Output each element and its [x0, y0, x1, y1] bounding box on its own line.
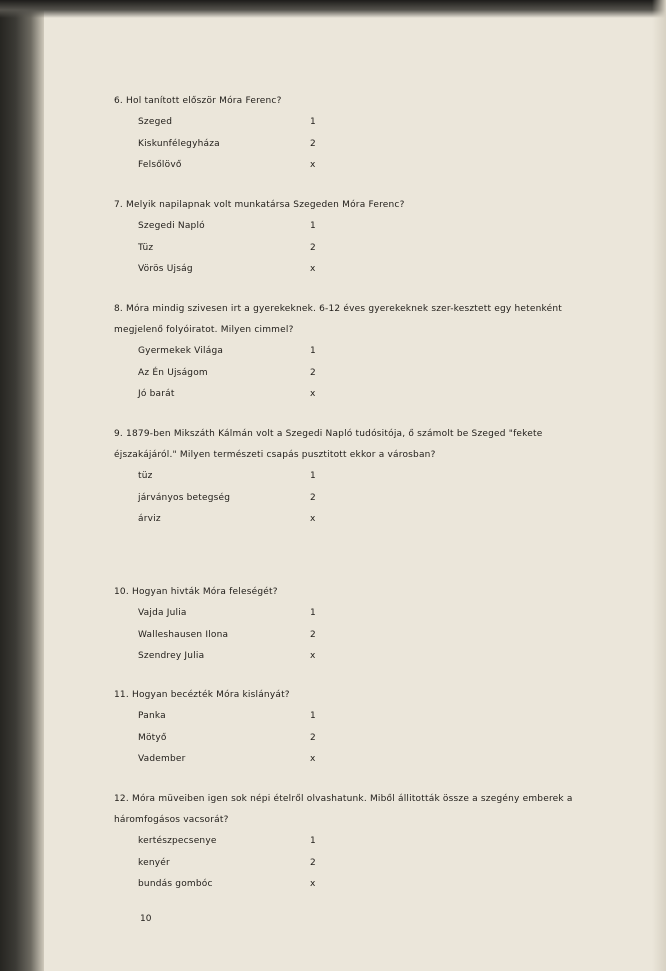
option-label: járványos betegség: [138, 492, 231, 503]
answer-option: [114, 466, 654, 488]
option-code: 1: [310, 346, 316, 356]
option-label: Szegedi Napló: [138, 221, 205, 231]
option-code: 1: [310, 608, 316, 618]
answer-option: [114, 646, 654, 668]
option-code: 2: [310, 857, 316, 868]
option-code: 2: [310, 138, 316, 149]
document-page: [44, 18, 652, 971]
question-7: [114, 195, 654, 281]
answer-option: [114, 625, 654, 647]
question-text: 12. Móra müveiben igen sok népi ételről olvashatunk. Miből állitották össze a szegény emberek a háromfogásos vacsorát?: [114, 794, 573, 825]
answer-option: [114, 112, 654, 134]
option-label: Jó barát: [138, 389, 175, 399]
question-text: 8. Móra mindig szivesen irt a gyerekeknek. 6-12 éves gyerekeknek szer-kesztett egy hetenként megjelenő folyóiratot. Milyen cimmel?: [114, 304, 562, 335]
answer-option: [114, 134, 654, 156]
option-label: Tüz: [138, 242, 154, 253]
option-label: Az Én Ujságom: [138, 367, 208, 378]
answer-option: [114, 706, 654, 728]
option-label: Szeged: [138, 117, 173, 127]
option-code: x: [310, 754, 316, 764]
option-label: Vörös Ujság: [138, 264, 193, 274]
answer-option: [114, 363, 654, 385]
option-code: 1: [310, 836, 316, 846]
answer-option: [114, 509, 654, 531]
option-code: x: [310, 389, 316, 399]
book-spine-shadow: [0, 0, 44, 971]
option-code: 2: [310, 242, 316, 253]
option-code: x: [310, 879, 316, 889]
option-label: Panka: [138, 711, 166, 721]
option-label: bundás gombóc: [138, 879, 213, 889]
option-label: Felsőlövő: [138, 160, 182, 170]
option-label: tüz: [138, 471, 153, 481]
answer-option: [114, 603, 654, 625]
option-code: 1: [310, 117, 316, 127]
answer-option: [114, 259, 654, 281]
question-text: 7. Melyik napilapnak volt munkatársa Szegeden Móra Ferenc?: [114, 200, 405, 210]
answer-option: [114, 749, 654, 771]
option-label: árviz: [138, 514, 161, 524]
question-text: 9. 1879-ben Mikszáth Kálmán volt a Szegedi Napló tudósitója, ő számolt be Szeged "fekete éjszakájáról." Milyen természeti csapás pusztitott ekkor a városban?: [114, 429, 543, 460]
question-11: [114, 685, 654, 771]
option-label: kertészpecsenye: [138, 836, 217, 846]
answer-option: [114, 853, 654, 875]
answer-option: [114, 341, 654, 363]
option-code: x: [310, 514, 316, 524]
option-label: Vajda Julia: [138, 608, 187, 618]
question-text: 10. Hogyan hivták Móra feleségét?: [114, 587, 278, 597]
right-page-edge: [652, 0, 666, 971]
question-12: [114, 789, 654, 896]
option-label: Walleshausen Ilona: [138, 629, 229, 640]
option-label: Gyermekek Világa: [138, 346, 224, 356]
option-code: 2: [310, 492, 316, 503]
option-code: x: [310, 651, 316, 661]
top-edge-shadow: [0, 0, 666, 18]
option-code: 2: [310, 732, 316, 743]
answer-option: [114, 384, 654, 406]
option-code: 1: [310, 711, 316, 721]
answer-option: [114, 216, 654, 238]
question-text: 11. Hogyan becézték Móra kislányát?: [114, 690, 290, 700]
option-code: 1: [310, 471, 316, 481]
answer-option: [114, 728, 654, 750]
option-label: Szendrey Julia: [138, 651, 205, 661]
option-label: Vadember: [138, 754, 186, 764]
option-code: x: [310, 264, 316, 274]
answer-option: [114, 831, 654, 853]
question-text: 6. Hol tanított először Móra Ferenc?: [114, 96, 282, 106]
option-code: 2: [310, 629, 316, 640]
answer-option: [114, 238, 654, 260]
answer-option: [114, 155, 654, 177]
question-10: [114, 582, 654, 668]
option-code: 2: [310, 367, 316, 378]
answer-option: [114, 488, 654, 510]
option-code: 1: [310, 221, 316, 231]
option-label: kenyér: [138, 857, 170, 868]
question-8: [114, 299, 654, 406]
option-label: Mötyő: [138, 732, 167, 743]
question-6: [114, 91, 654, 177]
answer-option: [114, 874, 654, 896]
option-code: x: [310, 160, 316, 170]
question-9: [114, 424, 654, 531]
option-label: Kiskunfélegyháza: [138, 138, 220, 149]
page-number: 10: [140, 914, 152, 924]
